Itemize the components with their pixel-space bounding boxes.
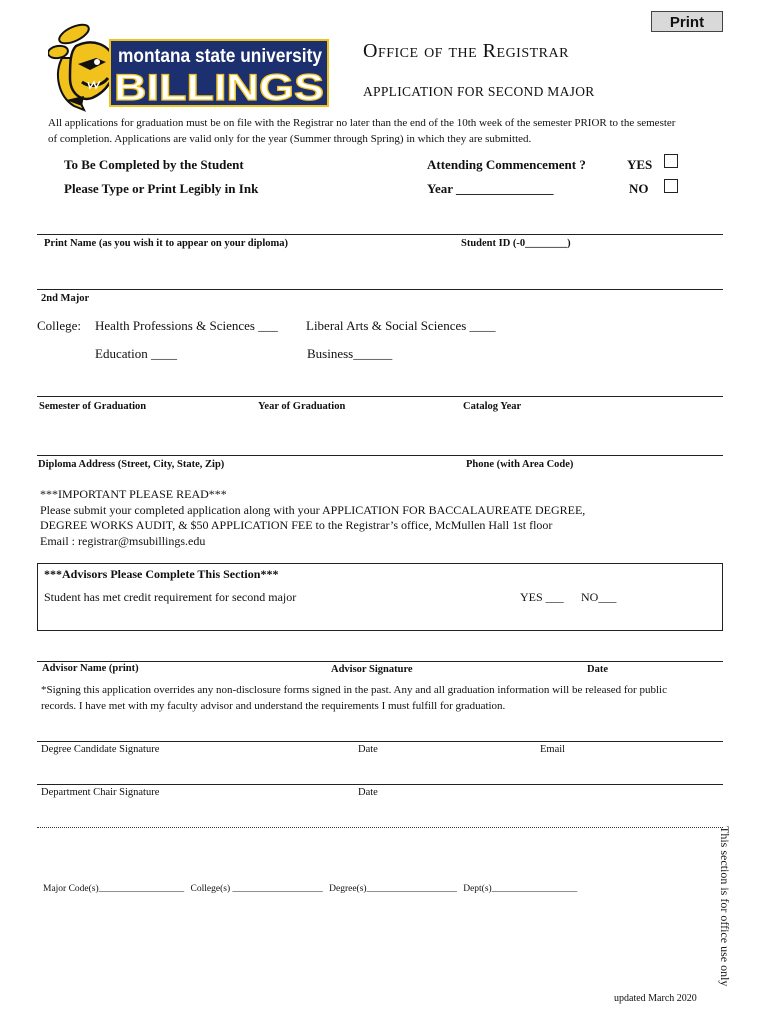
business-option[interactable]: Business______ [307,346,393,361]
student-section-title: To Be Completed by the Student [64,157,244,172]
important-line-2: Please submit your completed application along with your APPLICATION FOR BACCALAUREATE DEGREE, [40,502,586,517]
print-button[interactable]: Print [651,11,723,32]
updated-date: updated March 2020 [614,993,697,1004]
intro-line-1: All applications for graduation must be on file with the Registrar no later than the end of the 10th week of the semester PRIOR to the semester [48,117,676,129]
divider [37,661,723,662]
phone-label: Phone (with Area Code) [466,459,574,470]
divider [37,784,723,785]
divider [37,741,723,742]
college-code-field[interactable]: College(s) ___________________ [190,884,323,894]
health-professions-option[interactable]: Health Professions & Sciences ___ [95,318,278,333]
divider [37,455,723,456]
disclaimer-line-2: records. I have met with my faculty advisor and understand the requirements I must fulfill for graduation. [41,700,506,712]
divider [37,289,723,290]
logo-line1: montana state university [118,46,323,67]
important-line-4: Email : registrar@msubillings.edu [40,533,206,548]
credit-no-option[interactable]: NO___ [581,590,617,604]
intro-text [48,116,728,147]
office-title: Office of the Registrar [363,40,569,62]
office-use-side-text: This section is for office use only [718,826,732,987]
application-title: APPLICATION FOR SECOND MAJOR [363,84,595,99]
college-label: College: [37,318,82,333]
disclaimer-text [41,682,731,714]
chair-signature-label: Department Chair Signature [41,787,160,798]
advisor-section-title: ***Advisors Please Complete This Section*** [44,567,279,581]
diploma-address-label: Diploma Address (Street, City, State, Zip) [38,459,225,470]
email-label: Email [540,744,566,755]
office-use-fields [43,884,577,894]
divider [37,234,723,235]
disclaimer-line-1: *Signing this application overrides any non-disclosure forms signed in the past. Any and all graduation information will be released for public [41,684,667,696]
candidate-date-label: Date [358,744,378,755]
year-of-graduation-input[interactable] [258,415,448,453]
msu-billings-logo [48,18,330,114]
student-id-input[interactable] [461,252,721,286]
advisor-name-label: Advisor Name (print) [42,663,139,674]
logo-line2: BILLINGS [114,67,324,108]
dept-code-field[interactable]: Dept(s)__________________ [463,884,578,894]
print-name-label: Print Name (as you wish it to appear on your diploma) [44,238,289,249]
student-id-label: Student ID (-0________) [461,238,571,249]
second-major-label: 2nd Major [41,293,90,304]
advisor-date-label: Date [587,664,608,675]
yes-label: YES [627,157,653,172]
office-use-side-label [712,826,734,996]
liberal-arts-option[interactable]: Liberal Arts & Social Sciences ____ [306,318,496,333]
major-code-field[interactable]: Major Code(s)__________________ [43,884,185,894]
no-label: NO [629,181,649,196]
important-line-1: ***IMPORTANT PLEASE READ*** [40,487,227,501]
year-of-graduation-label: Year of Graduation [258,401,346,412]
candidate-signature-label: Degree Candidate Signature [41,744,160,755]
credit-yes-option[interactable]: YES ___ [520,590,564,604]
office-use-divider [37,827,723,828]
divider [37,396,723,397]
catalog-year-label: Catalog Year [463,401,522,412]
chair-date-label: Date [358,787,378,798]
semester-input[interactable] [39,415,239,453]
intro-line-2: of completion. Applications are valid only for the year (Summer through Spring) in which they are submitted. [48,132,532,145]
education-option[interactable]: Education ____ [95,346,177,361]
advisor-name-input[interactable] [42,638,322,660]
commencement-yes-checkbox[interactable] [664,154,678,168]
credit-requirement-statement: Student has met credit requirement for second major [44,590,297,604]
student-section-subtitle: Please Type or Print Legibly in Ink [64,181,259,196]
degree-code-field[interactable]: Degree(s)___________________ [329,884,457,894]
year-field[interactable]: Year _______________ [427,181,554,196]
semester-of-graduation-label: Semester of Graduation [39,401,147,412]
advisor-signature-label: Advisor Signature [331,664,413,675]
commencement-no-checkbox[interactable] [664,179,678,193]
print-name-input[interactable] [44,252,444,286]
important-notice [40,487,585,549]
important-line-3: DEGREE WORKS AUDIT, & $50 APPLICATION FEE to the Registrar’s office, McMullen Hall 1st floor [40,518,553,532]
commencement-label: Attending Commencement ? [427,157,586,172]
catalog-year-input[interactable] [463,415,718,453]
yellowjacket-mascot-icon [48,21,115,110]
